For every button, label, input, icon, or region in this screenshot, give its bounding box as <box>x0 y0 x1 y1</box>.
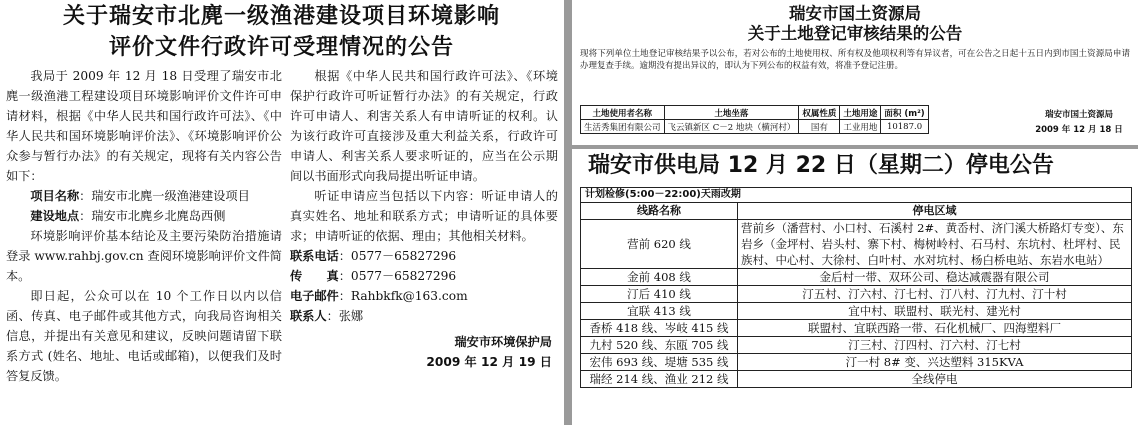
table-row <box>581 269 1132 286</box>
power-notice-title: 瑞安市供电局 12 月 22 日（星期二）停电公告 <box>588 153 1054 178</box>
land-cell: 10187.0 <box>881 120 928 134</box>
notice-title-line2: 评价文件行政许可受理情况的公告 <box>108 35 454 60</box>
line-name-header: 线路名称 <box>581 203 738 220</box>
phone-value: ：0577－65827296 <box>338 249 457 263</box>
line-name: 营前 620 线 <box>581 220 738 269</box>
land-notice-signer: 瑞安市国土资源局 <box>1044 110 1113 120</box>
maintenance-plan: 计划检修(5:00－22:00)天雨改期 <box>580 187 1132 202</box>
project-location <box>6 206 282 226</box>
hearing-paragraph: 根据《中华人民共和国行政许可法》、《环境保护行政许可听证暂行办法》的有关规定，行政许可申请人、利害关系人有申请听证的权利。认为该行政许可直接涉及重大利益关系，行政许可申请人、利害关系人要求听证的，应当在公示期间以书面形式向我局提出听证申请。 <box>290 69 558 183</box>
land-cell: 国有 <box>799 120 840 134</box>
outage-area: 联盟村、宜联西路一带、石化机械厂、四海塑料厂 <box>738 320 1132 337</box>
outage-area: 汀五村、汀六村、汀七村、汀八村、汀九村、汀十村 <box>738 286 1132 303</box>
phone-label: 联系电话 <box>290 249 339 263</box>
line-name: 香桥 418 线、岑岐 415 线 <box>581 320 738 337</box>
outage-table-header <box>581 203 1132 220</box>
fax-line <box>290 266 558 286</box>
table-row <box>581 354 1132 371</box>
table-row <box>581 220 1132 269</box>
land-header-cell: 土地用途 <box>840 106 881 120</box>
table-row <box>581 303 1132 320</box>
email-line <box>290 286 558 306</box>
line-name: 汀后 410 线 <box>581 286 738 303</box>
location-value: ：瑞安市北麂乡北麂岛西侧 <box>79 209 226 223</box>
land-table <box>580 105 929 134</box>
land-notice-signature <box>1024 108 1134 138</box>
notice-title-line1: 关于瑞安市北麂一级渔港建设项目环境影响 <box>62 4 500 29</box>
land-table-header <box>581 106 929 120</box>
intro-paragraph: 我局于 2009 年 12 月 18 日受理了瑞安市北麂一级渔港工程建设项目环境影响评价文件许可申请材料，根据《中华人民共和国行政许可法》、《中华人民共和国环境影响评价法》、《环境影响评价公众参与暂行办法》的有关规定，现将有关内容公告如下： <box>6 69 282 183</box>
land-notice-title-line1: 瑞安市国土资源局 <box>789 4 921 23</box>
line-name: 宜联 413 线 <box>581 303 738 320</box>
table-row <box>581 371 1132 388</box>
line-name: 金前 408 线 <box>581 269 738 286</box>
outage-area: 营前乡（潘营村、小口村、石溪村 2#、黄岙村、济门溪大桥路灯专变）、东岩乡（金坪村、岩头村、寨下村、梅树岭村、石马村、东坑村、杜坪村、民族村、中心村、大徐村、白叶村、水对坑村、杨白桥电站、东岩水电站） <box>738 220 1132 269</box>
table-row <box>581 337 1132 354</box>
outage-area: 金后村一带、双环公司、稳达减震器有限公司 <box>738 269 1132 286</box>
contact-person-line <box>290 306 558 326</box>
land-header-cell: 权属性质 <box>799 106 840 120</box>
notice-column-2 <box>290 66 558 372</box>
location-label: 建设地点 <box>30 209 80 223</box>
outage-table <box>580 202 1132 388</box>
fax-label: 传 真 <box>290 269 339 283</box>
email-value: ：Rahbkfk@163.com <box>338 289 468 303</box>
land-cell: 工业用地 <box>840 120 881 134</box>
outage-area-header: 停电区域 <box>738 203 1132 220</box>
notice-body <box>6 66 558 422</box>
requirements-paragraph: 听证申请应当包括以下内容：听证申请人的真实姓名、地址和联系方式；申请听证的具体要求；申请听证的依据、理由；其他相关材料。 <box>290 189 558 243</box>
page-divider <box>564 0 572 425</box>
summary-paragraph: 环境影响评价基本结论及主要污染防治措施请登录 www.rahbj.gov.cn 查阅环境影响评价文件简本。 <box>6 229 282 283</box>
table-row <box>581 320 1132 337</box>
outage-area: 全线停电 <box>738 371 1132 388</box>
contact-person-label: 联系人 <box>290 309 327 323</box>
contact-person-value: ：张娜 <box>326 309 364 323</box>
land-notice-title-line2: 关于土地登记审核结果的公告 <box>747 24 963 43</box>
contact-paragraph: 即日起，公众可以在 10 个工作日以内以信函、传真、电子邮件或其他方式，向我局咨询相关信息，并提出有关意见和建议，反映问题请留下联系方式 (姓名、地址、电话或邮箱)，以便我们及时答复反馈。 <box>6 289 282 383</box>
outage-area: 宜中村、联盟村、联光村、建光村 <box>738 303 1132 320</box>
land-cell: 飞云镇新区 C－2 地块（横河村） <box>664 120 799 134</box>
land-header-cell: 土地使用者名称 <box>581 106 665 120</box>
outage-area: 汀三村、汀四村、汀六村、汀七村 <box>738 337 1132 354</box>
notice-column-1 <box>6 66 282 386</box>
project-name <box>6 186 282 206</box>
land-registration-notice <box>572 0 1138 145</box>
email-label: 电子邮件 <box>290 289 339 303</box>
environment-notice <box>0 0 563 425</box>
land-header-cell: 土地坐落 <box>664 106 799 120</box>
land-cell: 生活秀集团有限公司 <box>581 120 665 134</box>
line-name: 宏伟 693 线、堤塘 535 线 <box>581 354 738 371</box>
phone-line <box>290 246 558 266</box>
project-name-label: 项目名称 <box>30 189 80 203</box>
notice-date: 2009 年 12 月 19 日 <box>426 355 552 369</box>
line-name: 瑞经 214 线、渔业 212 线 <box>581 371 738 388</box>
project-name-value: ：瑞安市北麂一级渔港建设项目 <box>79 189 250 203</box>
outage-area: 汀一村 8# 变、兴达塑料 315KVA <box>738 354 1132 371</box>
fax-value: ：0577－65827296 <box>338 269 457 283</box>
right-column <box>572 0 1138 425</box>
land-header-cell: 面积 (m²) <box>881 106 928 120</box>
line-name: 九村 520 线、东瓯 705 线 <box>581 337 738 354</box>
notice-signer: 瑞安市环境保护局 <box>454 335 552 349</box>
power-outage-notice <box>572 149 1138 425</box>
land-notice-body: 现将下列单位土地登记审核结果予以公布，若对公布的土地使用权、所有权及他项权利等有异议者，可在公告之日起十五日内到市国土资源局申请办理复查手续。逾期没有提出异议的，即认为下列公布的权益有效，将准予登记注册。 <box>580 49 1130 71</box>
table-row <box>581 120 929 134</box>
land-notice-date: 2009 年 12 月 18 日 <box>1035 125 1123 135</box>
table-row <box>581 286 1132 303</box>
